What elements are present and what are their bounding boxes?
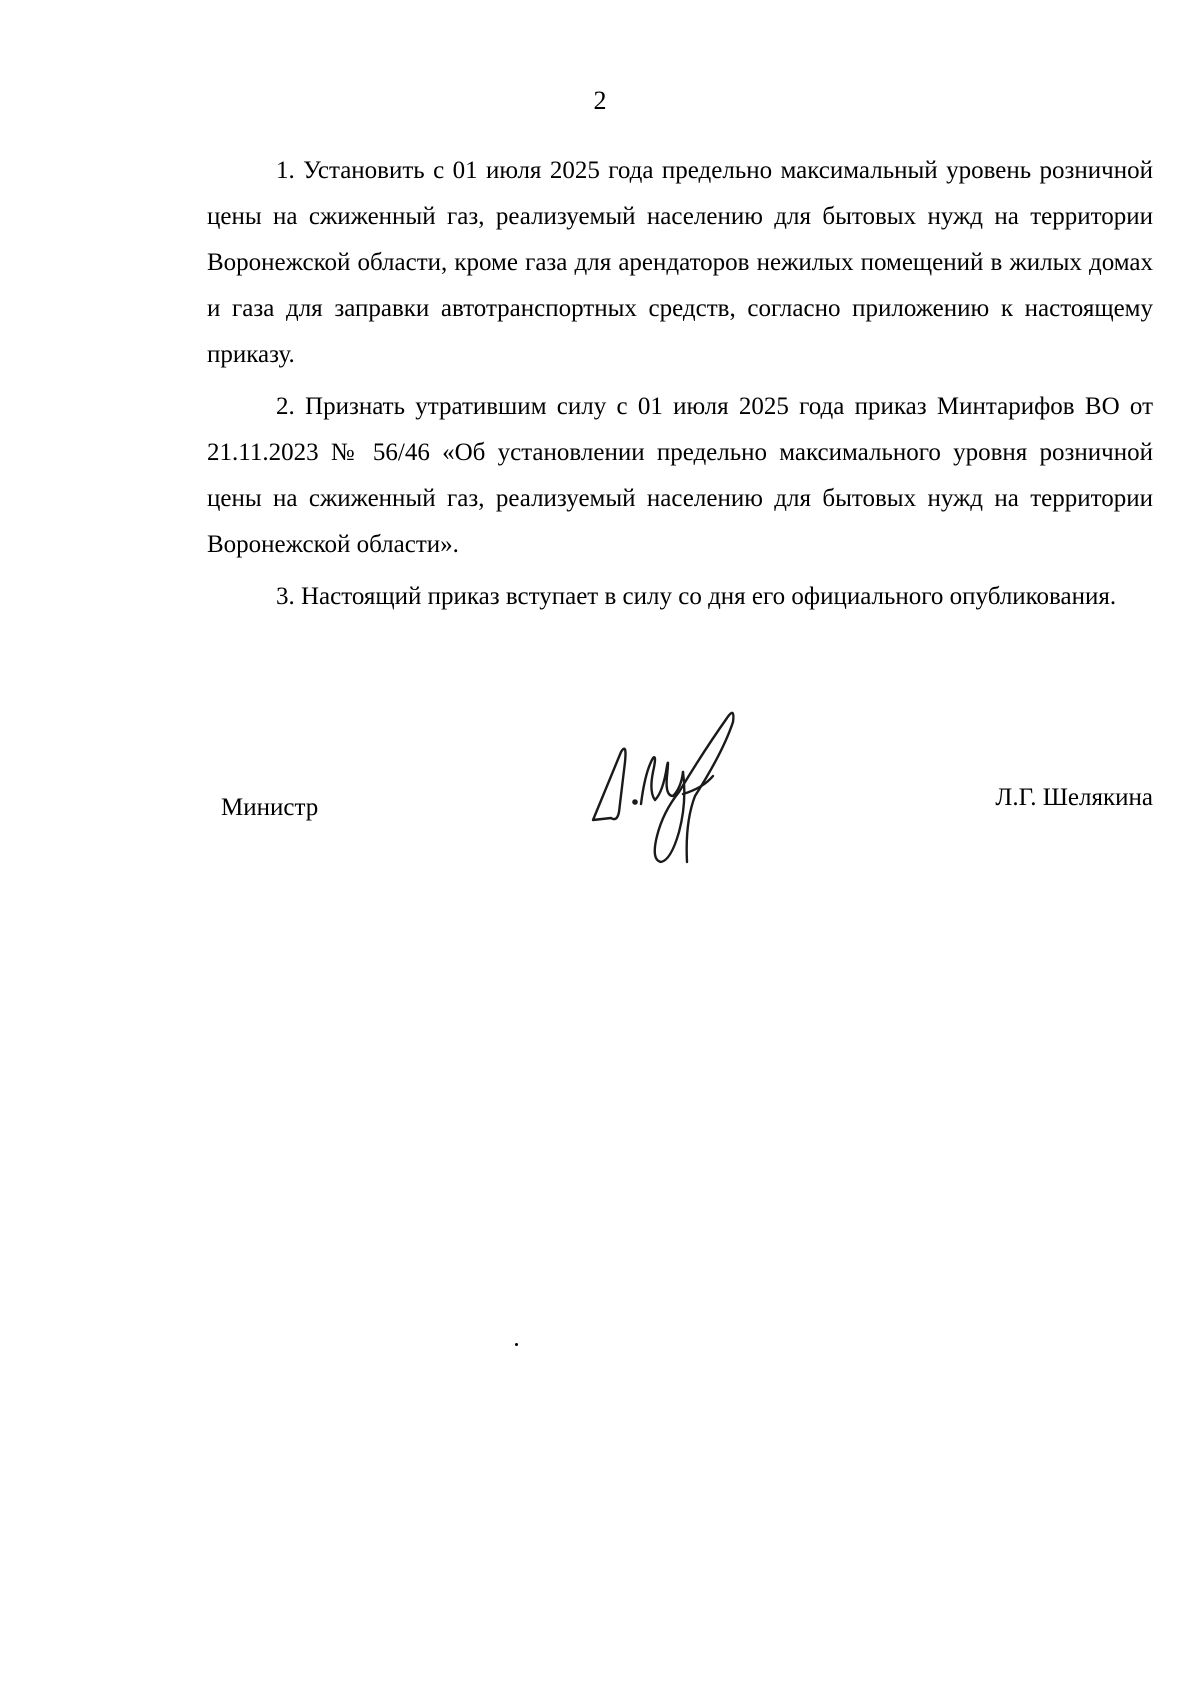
paragraph-2: 2. Признать утратившим силу с 01 июля 2025 года приказ Минтарифов ВО от 21.11.2023 № 56/46 «Об установлении предельно максимального уровня розничной цены на сжиженный газ, реализуемый населению для бытовых нужд на территории Воронежской области». bbox=[207, 393, 1153, 558]
paragraph-1: 1. Установить с 01 июля 2025 года предельно максимальный уровень розничной цены на сжиженный газ, реализуемый населению для бытовых нужд на территории Воронежской области, кроме газа для арендаторов нежилых помещений в жилых домах и газа для заправки автотранспортных средств, согласно приложению к настоящему приказу. bbox=[207, 157, 1153, 368]
signatory-name: Л.Г. Шелякина bbox=[995, 784, 1153, 811]
signature-stroke-2 bbox=[641, 757, 683, 804]
paragraph-3: 3. Настоящий приказ вступает в силу со дня его официального опубликования. bbox=[276, 583, 1117, 610]
scan-speck bbox=[515, 1343, 518, 1346]
signature-dot bbox=[633, 800, 636, 803]
signatory-role: Министр bbox=[221, 794, 319, 821]
handwritten-signature-icon bbox=[583, 692, 763, 892]
document-body bbox=[207, 148, 1153, 626]
signature-block bbox=[207, 700, 1153, 900]
page-number: 2 bbox=[593, 86, 607, 115]
signature-stroke-1 bbox=[593, 749, 626, 820]
